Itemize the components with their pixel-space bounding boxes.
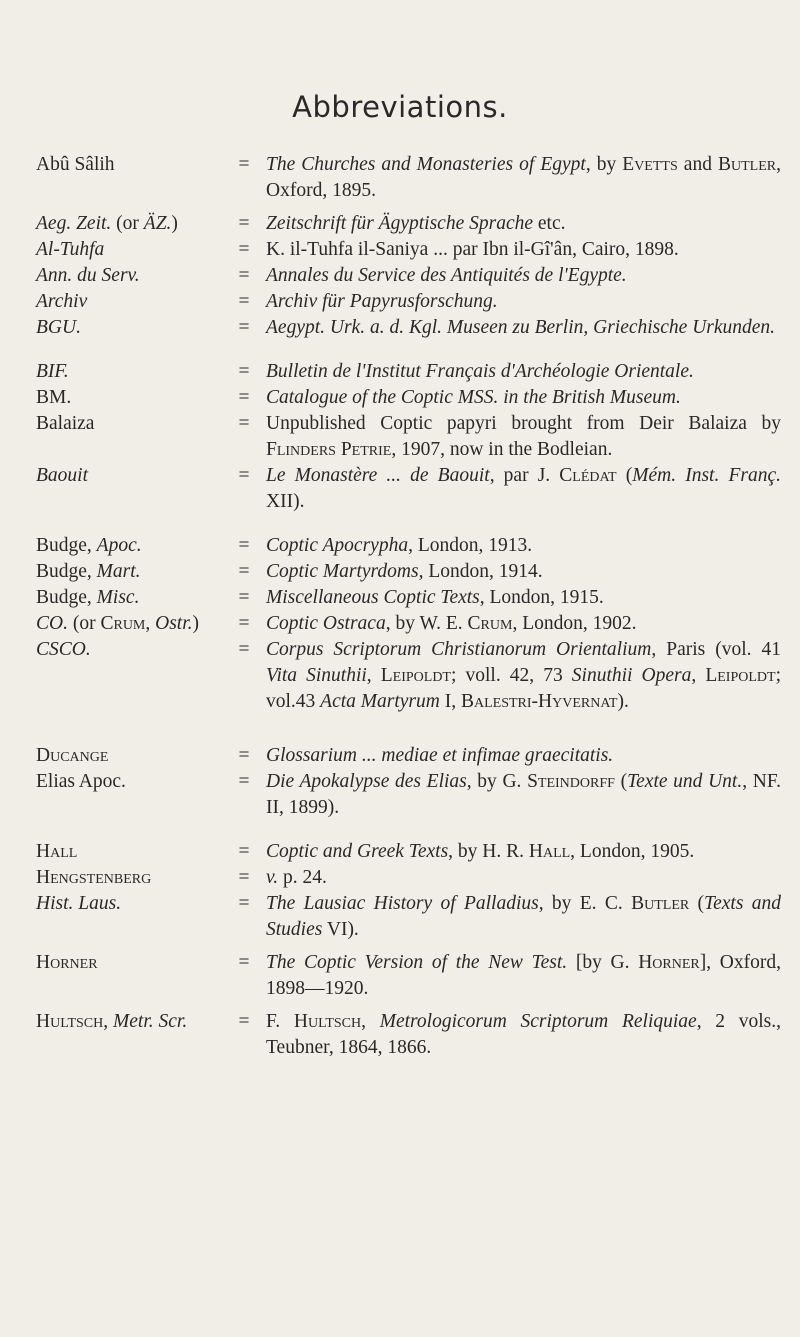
definition-text: Steindorff xyxy=(527,771,615,792)
definition-text: ( xyxy=(614,771,628,792)
definition-text: Horner xyxy=(638,952,700,973)
definition-text: ( xyxy=(616,465,633,486)
definition xyxy=(266,611,781,637)
equals-sign: = xyxy=(238,952,250,973)
abbreviation-text: Elias Apoc. xyxy=(36,771,126,792)
definition-text: ( xyxy=(689,893,705,914)
abbreviation-text: BGU. xyxy=(36,317,81,338)
equals-sign: = xyxy=(238,361,250,382)
equals-sign: = xyxy=(238,893,250,914)
definition-text: , London, 1902. xyxy=(512,613,637,634)
abbreviation-text: , xyxy=(145,613,156,634)
equals-sign: = xyxy=(238,745,250,766)
entry-bm xyxy=(0,385,800,411)
definition-text: Archiv für Papyrusforschung. xyxy=(266,291,498,312)
abbreviation xyxy=(0,152,222,178)
definition xyxy=(266,533,781,559)
equals-sign: = xyxy=(238,239,250,260)
definition-text: Crum xyxy=(467,613,513,634)
definition-text: Vita Sinuthii xyxy=(266,665,367,686)
abbreviation-text: Hengstenberg xyxy=(36,867,152,888)
definition-text: , London, 1905. xyxy=(570,841,695,862)
definition xyxy=(266,637,781,715)
entry-al-tuhfa xyxy=(0,237,800,263)
abbreviation-text: Budge, xyxy=(36,561,97,582)
definition xyxy=(266,289,781,315)
definition-text: Catalogue of the Coptic MSS. in the British Museum. xyxy=(266,387,681,408)
equals-sign: = xyxy=(238,561,250,582)
abbreviation-text: BM. xyxy=(36,387,72,408)
abbreviation xyxy=(0,237,222,263)
entry-budge-mart xyxy=(0,559,800,585)
definition-text: XII). xyxy=(266,491,305,512)
definition-text: Evetts xyxy=(622,154,678,175)
abbreviation xyxy=(0,891,222,917)
definition-text: p. 24. xyxy=(278,867,327,888)
entry-balaiza xyxy=(0,411,800,463)
abbreviation xyxy=(0,315,222,341)
abbreviation xyxy=(0,559,222,585)
abbreviation xyxy=(0,359,222,385)
abbreviation-text: Balaiza xyxy=(36,413,95,434)
definition-text: F. xyxy=(266,1011,294,1032)
abbreviation-text: ) xyxy=(171,213,178,234)
abbreviation-text: Metr. Scr. xyxy=(113,1011,188,1032)
definition-text: The Lausiac History of Palladius xyxy=(266,893,539,914)
abbreviation-text: Budge, xyxy=(36,535,97,556)
abbreviation xyxy=(0,211,222,237)
definition xyxy=(266,769,781,821)
definition-text: and xyxy=(677,154,718,175)
abbreviation-text: Baouit xyxy=(36,465,88,486)
equals-sign: = xyxy=(238,613,250,634)
definition-text: Sinuthii Opera xyxy=(571,665,692,686)
equals-sign: = xyxy=(238,1011,250,1032)
equals-sign: = xyxy=(238,413,250,434)
abbreviation xyxy=(0,611,222,637)
abbreviation-text: Ducange xyxy=(36,745,109,766)
equals-sign: = xyxy=(238,291,250,312)
abbreviation-text: Apoc. xyxy=(96,535,142,556)
abbreviation-text: Horner xyxy=(36,952,98,973)
definition-text: , London, 1914. xyxy=(418,561,543,582)
entry-budge-misc xyxy=(0,585,800,611)
definition-text: Aegypt. Urk. a. d. Kgl. Museen zu Berlin, Griechische Urkunden. xyxy=(266,317,776,338)
equals-sign: = xyxy=(238,535,250,556)
equals-sign: = xyxy=(238,465,250,486)
entry-ducange xyxy=(0,743,800,769)
definition-text: The Churches and Monasteries of Egypt xyxy=(266,154,586,175)
definition-text: I, xyxy=(439,691,461,712)
entry-hultsch xyxy=(0,1009,800,1061)
abbreviation-text: Abû Sâlih xyxy=(36,154,115,175)
abbreviation-text: Mart. xyxy=(96,561,141,582)
abbreviation xyxy=(0,289,222,315)
definition-text: Texte und Unt. xyxy=(627,771,743,792)
definition-text: Coptic Apocrypha xyxy=(266,535,409,556)
entry-horner xyxy=(0,950,800,1002)
definition-text: ; voll. 42, 73 xyxy=(451,665,572,686)
definition-text: ). xyxy=(617,691,629,712)
abbreviation-text: , xyxy=(103,1011,113,1032)
abbreviation-text: ÄZ. xyxy=(143,213,172,234)
definition-text: Corpus Scriptorum Christianorum Orientalium xyxy=(266,639,652,660)
definition xyxy=(266,237,781,263)
abbreviation xyxy=(0,411,222,437)
equals-sign: = xyxy=(238,265,250,286)
abbreviation-text: Archiv xyxy=(36,291,88,312)
definition-text: , London, 1913. xyxy=(408,535,533,556)
abbreviation-text: (or xyxy=(67,613,101,634)
definition xyxy=(266,463,781,515)
entry-elias-apoc xyxy=(0,769,800,821)
abbreviation xyxy=(0,585,222,611)
definition-text: , by G. xyxy=(466,771,528,792)
definition-text: Flinders Petrie xyxy=(266,439,392,460)
equals-sign: = xyxy=(238,639,250,660)
definition-text: Coptic Ostraca xyxy=(266,613,386,634)
entry-archiv xyxy=(0,289,800,315)
abbreviation xyxy=(0,385,222,411)
definition-text: Bulletin de l'Institut Français d'Archéologie Orientale. xyxy=(266,361,694,382)
abbreviation-text: Misc. xyxy=(96,587,140,608)
definition-text: VI). xyxy=(322,919,359,940)
definition-text: The Coptic Version of the New Test. xyxy=(266,952,568,973)
definition-text: Le Monastère ... de Baouit xyxy=(266,465,490,486)
definition-text: Hall xyxy=(528,841,571,862)
equals-sign: = xyxy=(238,154,250,175)
definition xyxy=(266,839,781,865)
definition-text: Balestri-Hyvernat xyxy=(460,691,618,712)
abbreviation xyxy=(0,463,222,489)
equals-sign: = xyxy=(238,771,250,792)
definition-text: Miscellaneous Coptic Texts xyxy=(266,587,480,608)
definition-text: Glossarium ... mediae et infimae graecitatis. xyxy=(266,745,614,766)
abbreviation-text: Hist. Laus. xyxy=(36,893,122,914)
definition-text: Butler xyxy=(718,154,777,175)
equals-sign: = xyxy=(238,387,250,408)
abbreviation xyxy=(0,533,222,559)
abbreviation-text: CO. xyxy=(36,613,68,634)
entry-hist-laus xyxy=(0,891,800,943)
entry-budge-apoc xyxy=(0,533,800,559)
definition-text: , NF. II, 1899). xyxy=(266,771,781,818)
abbreviation-text: Aeg. Zeit. xyxy=(36,213,112,234)
definition-text: , by W. E. xyxy=(385,613,468,634)
definition-text: Zeitschrift für Ägyptische Sprache xyxy=(266,213,534,234)
abbreviation-text: Al-Tuhfa xyxy=(36,239,105,260)
definition-text: , xyxy=(361,1011,380,1032)
definition xyxy=(266,211,781,237)
entry-co xyxy=(0,611,800,637)
definition-text: ; vol.43 xyxy=(266,665,781,712)
abbreviation xyxy=(0,950,222,976)
entry-aeg-zeit xyxy=(0,211,800,237)
entry-ann-du-serv xyxy=(0,263,800,289)
definition-text: Butler xyxy=(631,893,690,914)
definition-text: Clédat xyxy=(559,465,617,486)
abbreviation-text: BIF. xyxy=(36,361,69,382)
abbreviation-text: ) xyxy=(192,613,200,634)
definition xyxy=(266,315,781,341)
definition-text: , Oxford, 1895. xyxy=(266,154,781,201)
abbreviation-text: Crum xyxy=(100,613,146,634)
definition-text: v. xyxy=(266,867,279,888)
definition-text: , par J. xyxy=(489,465,560,486)
abbreviation-text: Budge, xyxy=(36,587,97,608)
entry-abu-salih xyxy=(0,152,800,204)
definition-text: Annales du Service des Antiquités de l'Egypte. xyxy=(266,265,627,286)
abbreviation-list xyxy=(0,152,800,1061)
abbreviation xyxy=(0,743,222,769)
definition xyxy=(266,1009,781,1061)
definition-text: K. il-Tuhfa il-Saniya ... par Ibn il-Gî'ân, Cairo, 1898. xyxy=(266,239,679,260)
equals-sign: = xyxy=(238,867,250,888)
definition-text: Mém. Inst. Franç. xyxy=(632,465,781,486)
entry-csco xyxy=(0,637,800,715)
abbreviation xyxy=(0,839,222,865)
definition-text: Coptic Martyrdoms xyxy=(266,561,419,582)
definition xyxy=(266,891,781,943)
definition-text: , xyxy=(366,665,381,686)
definition-text: , by E. C. xyxy=(538,893,632,914)
definition-text: ], Oxford, 1898—1920. xyxy=(266,952,782,999)
definition xyxy=(266,385,781,411)
definition xyxy=(266,263,781,289)
entry-bif xyxy=(0,359,800,385)
definition-text: Coptic and Greek Texts xyxy=(266,841,449,862)
definition-text: Leipoldt xyxy=(705,665,776,686)
definition-text: Acta Martyrum xyxy=(320,691,440,712)
equals-sign: = xyxy=(238,587,250,608)
abbreviation-text: Ostr. xyxy=(155,613,193,634)
definition xyxy=(266,152,781,204)
definition xyxy=(266,743,781,769)
definition-text: [by G. xyxy=(567,952,639,973)
definition xyxy=(266,359,781,385)
abbreviation xyxy=(0,263,222,289)
abbreviation-text: Hultsch xyxy=(36,1011,104,1032)
entry-hall xyxy=(0,839,800,865)
definition-text: Die Apokalypse des Elias xyxy=(266,771,467,792)
abbreviation xyxy=(0,865,222,891)
definition-text: , Paris (vol. 41 xyxy=(651,639,781,660)
definition-text: Leipoldt xyxy=(380,665,451,686)
entry-bgu xyxy=(0,315,800,341)
page-title: Abbreviations. xyxy=(292,90,508,124)
definition-text: , 2 vols., Teubner, 1864, 1866. xyxy=(266,1011,781,1058)
abbreviation-text: Ann. du Serv. xyxy=(36,265,140,286)
entry-hengstenberg xyxy=(0,865,800,891)
definition xyxy=(266,585,781,611)
definition xyxy=(266,950,781,1002)
definition-text: Metrologicorum Scriptorum Reliquiae xyxy=(379,1011,697,1032)
definition-text: , by xyxy=(585,154,623,175)
entry-baouit xyxy=(0,463,800,515)
definition-text: Unpublished Coptic papyri brought from Deir Balaiza by xyxy=(266,413,781,434)
definition xyxy=(266,865,781,891)
definition-text: Texts and Studies xyxy=(266,893,781,940)
abbreviation-text: CSCO. xyxy=(36,639,91,660)
definition xyxy=(266,411,781,463)
abbreviation xyxy=(0,637,222,663)
definition-text: Hultsch xyxy=(293,1011,362,1032)
definition-text: , by H. R. xyxy=(448,841,529,862)
definition-text: , 1907, now in the Bodleian. xyxy=(391,439,613,460)
definition-text: etc. xyxy=(533,213,566,234)
abbreviation xyxy=(0,1009,222,1035)
equals-sign: = xyxy=(238,841,250,862)
equals-sign: = xyxy=(238,317,250,338)
abbreviation xyxy=(0,769,222,795)
definition-text: , London, 1915. xyxy=(479,587,604,608)
equals-sign: = xyxy=(238,213,250,234)
abbreviation-text: Hall xyxy=(36,841,78,862)
definition xyxy=(266,559,781,585)
abbreviation-text: (or xyxy=(111,213,144,234)
definition-text: , xyxy=(691,665,706,686)
